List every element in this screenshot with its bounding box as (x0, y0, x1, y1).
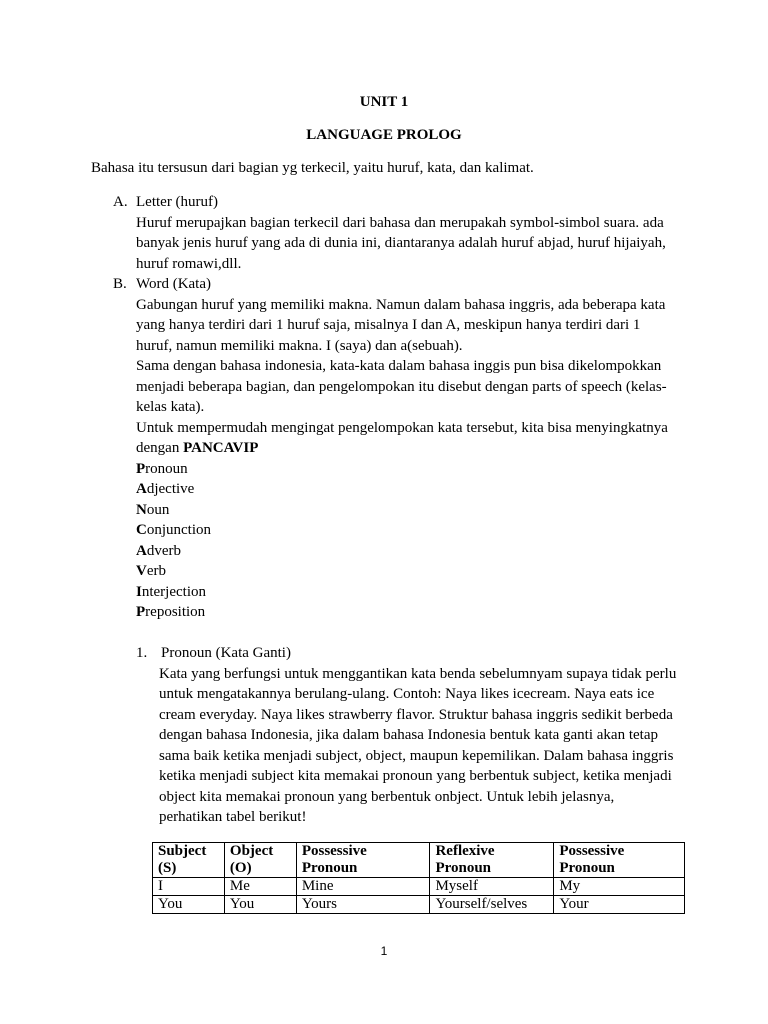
paragraph-line: object kita memakai pronoun yang berbentuk onbject. Untuk lebih jelasnya, (159, 788, 615, 805)
table-header-cell: Reflexive Pronoun (430, 843, 554, 878)
list-marker-a: A. (113, 194, 128, 210)
part-rest: nterjection (141, 583, 206, 600)
paragraph-line: banyak jenis huruf yang ada di dunia ini, diantaranya adalah huruf abjad, huruf hijaiyah, (136, 235, 666, 251)
paragraph-line: Huruf merupajkan bagian terkecil dari bahasa dan merupakah symbol-simbol suara. ada (136, 214, 664, 231)
table-cell: Mine (296, 878, 430, 896)
paragraph-line: menjadi beberapa bagian, dan pengelompokan itu disebut dengan parts of speech (kelas- (136, 378, 667, 395)
acronym: PANCAVIP (183, 440, 259, 456)
table-cell: My (554, 878, 685, 896)
paragraph-line: Sama dengan bahasa indonesia, kata-kata dalam bahasa inggis pun bisa dikelompokkan (136, 358, 662, 374)
table-cell: Yours (296, 896, 430, 914)
item-word (136, 274, 668, 623)
part-of-speech (136, 500, 668, 521)
table-row (153, 878, 685, 896)
part-rest: djective (146, 481, 195, 497)
table-header-cell: Possessive Pronoun (554, 843, 685, 878)
paragraph-line: perhatikan tabel berikut! (159, 809, 307, 825)
table-cell: Yourself/selves (430, 896, 554, 914)
paragraph-line: dengan bahasa Indonesia, jika dalam bahasa Indonesia bentuk kata ganti akan tetap (159, 727, 658, 743)
part-of-speech (136, 479, 668, 500)
part-initial: I (136, 583, 142, 600)
item-heading: Pronoun (Kata Ganti) (161, 645, 291, 661)
item-heading: Letter (huruf) (136, 194, 219, 210)
pronoun-table (152, 842, 685, 914)
paragraph-line: kelas kata). (136, 399, 205, 415)
part-initial: A (136, 481, 147, 497)
part-rest: onjunction (146, 522, 212, 538)
intro-paragraph: Bahasa itu tersusun dari bagian yg terkecil, yaitu huruf, kata, dan kalimat. (91, 160, 534, 176)
part-initial: C (136, 522, 147, 538)
part-initial: N (136, 501, 147, 518)
page-number: 1 (380, 944, 388, 958)
part-of-speech (136, 561, 668, 582)
acronym-prefix: dengan (136, 440, 184, 456)
unit-title: UNIT 1 (359, 94, 409, 110)
part-initial: P (136, 460, 146, 477)
part-initial: A (136, 542, 147, 559)
part-rest: erb (146, 563, 166, 579)
table-cell: You (224, 896, 296, 914)
paragraph-line: Untuk mempermudah mengingat pengelompokan kata tersebut, kita bisa menyingkatnya (136, 419, 668, 436)
section-title: LANGUAGE PROLOG (306, 127, 462, 143)
part-of-speech (136, 541, 668, 562)
part-of-speech (136, 459, 668, 480)
part-of-speech (136, 602, 668, 623)
part-rest: reposition (145, 604, 206, 620)
paragraph-line: untuk mengatakannya berulang-ulang. Contoh: Naya likes icecream. Naya eats ice (159, 686, 655, 702)
part-of-speech (136, 520, 668, 541)
table-cell: Me (224, 878, 296, 896)
part-initial: P (136, 604, 146, 620)
paragraph-line: Gabungan huruf yang memiliki makna. Namun dalam bahasa inggris, ada beberapa kata (136, 296, 666, 313)
table-row (153, 896, 685, 914)
paragraph-line: huruf romawi,dll. (136, 255, 242, 272)
table-header-cell: Subject (S) (153, 843, 225, 878)
table-header-cell: Possessive Pronoun (296, 843, 430, 878)
list-marker-1: 1. (136, 645, 148, 661)
paragraph-line: ketika menjadi subject kita memakai pronoun yang berbentuk subject, ketika menjadi (159, 768, 672, 784)
item-letter (136, 192, 666, 274)
table-header-cell: Object (O) (224, 843, 296, 878)
table-cell: You (153, 896, 225, 914)
list-marker-b: B. (113, 276, 127, 292)
part-rest: oun (146, 501, 170, 518)
part-of-speech (136, 582, 668, 603)
table-cell: I (153, 878, 225, 896)
paragraph-line: Kata yang berfungsi untuk menggantikan kata benda sebelumnyam supaya tidak perlu (159, 665, 677, 682)
part-initial: V (136, 563, 147, 579)
paragraph-line: huruf, namun memiliki makna. I (saya) dan a(sebuah). (136, 337, 463, 354)
table-cell: Myself (430, 878, 554, 896)
part-rest: dverb (146, 542, 181, 559)
paragraph-line: sama baik ketika menjadi subject, object, maupun kepemilikan. Dalam bahasa inggris (159, 747, 674, 764)
paragraph-line: cream everyday. Naya likes strawberry flavor. Struktur bahasa inggris sedikit berbeda (159, 706, 673, 723)
table-cell: Your (554, 896, 685, 914)
item-heading: Word (Kata) (136, 276, 212, 292)
item-pronoun (159, 643, 676, 828)
table-header-row (153, 843, 685, 878)
acronym-line (136, 438, 668, 459)
paragraph-line: yang hanya terdiri dari 1 huruf saja, misalnya I dan A, meskipun hanya terdiri dari 1 (136, 317, 641, 333)
part-rest: ronoun (145, 460, 188, 477)
